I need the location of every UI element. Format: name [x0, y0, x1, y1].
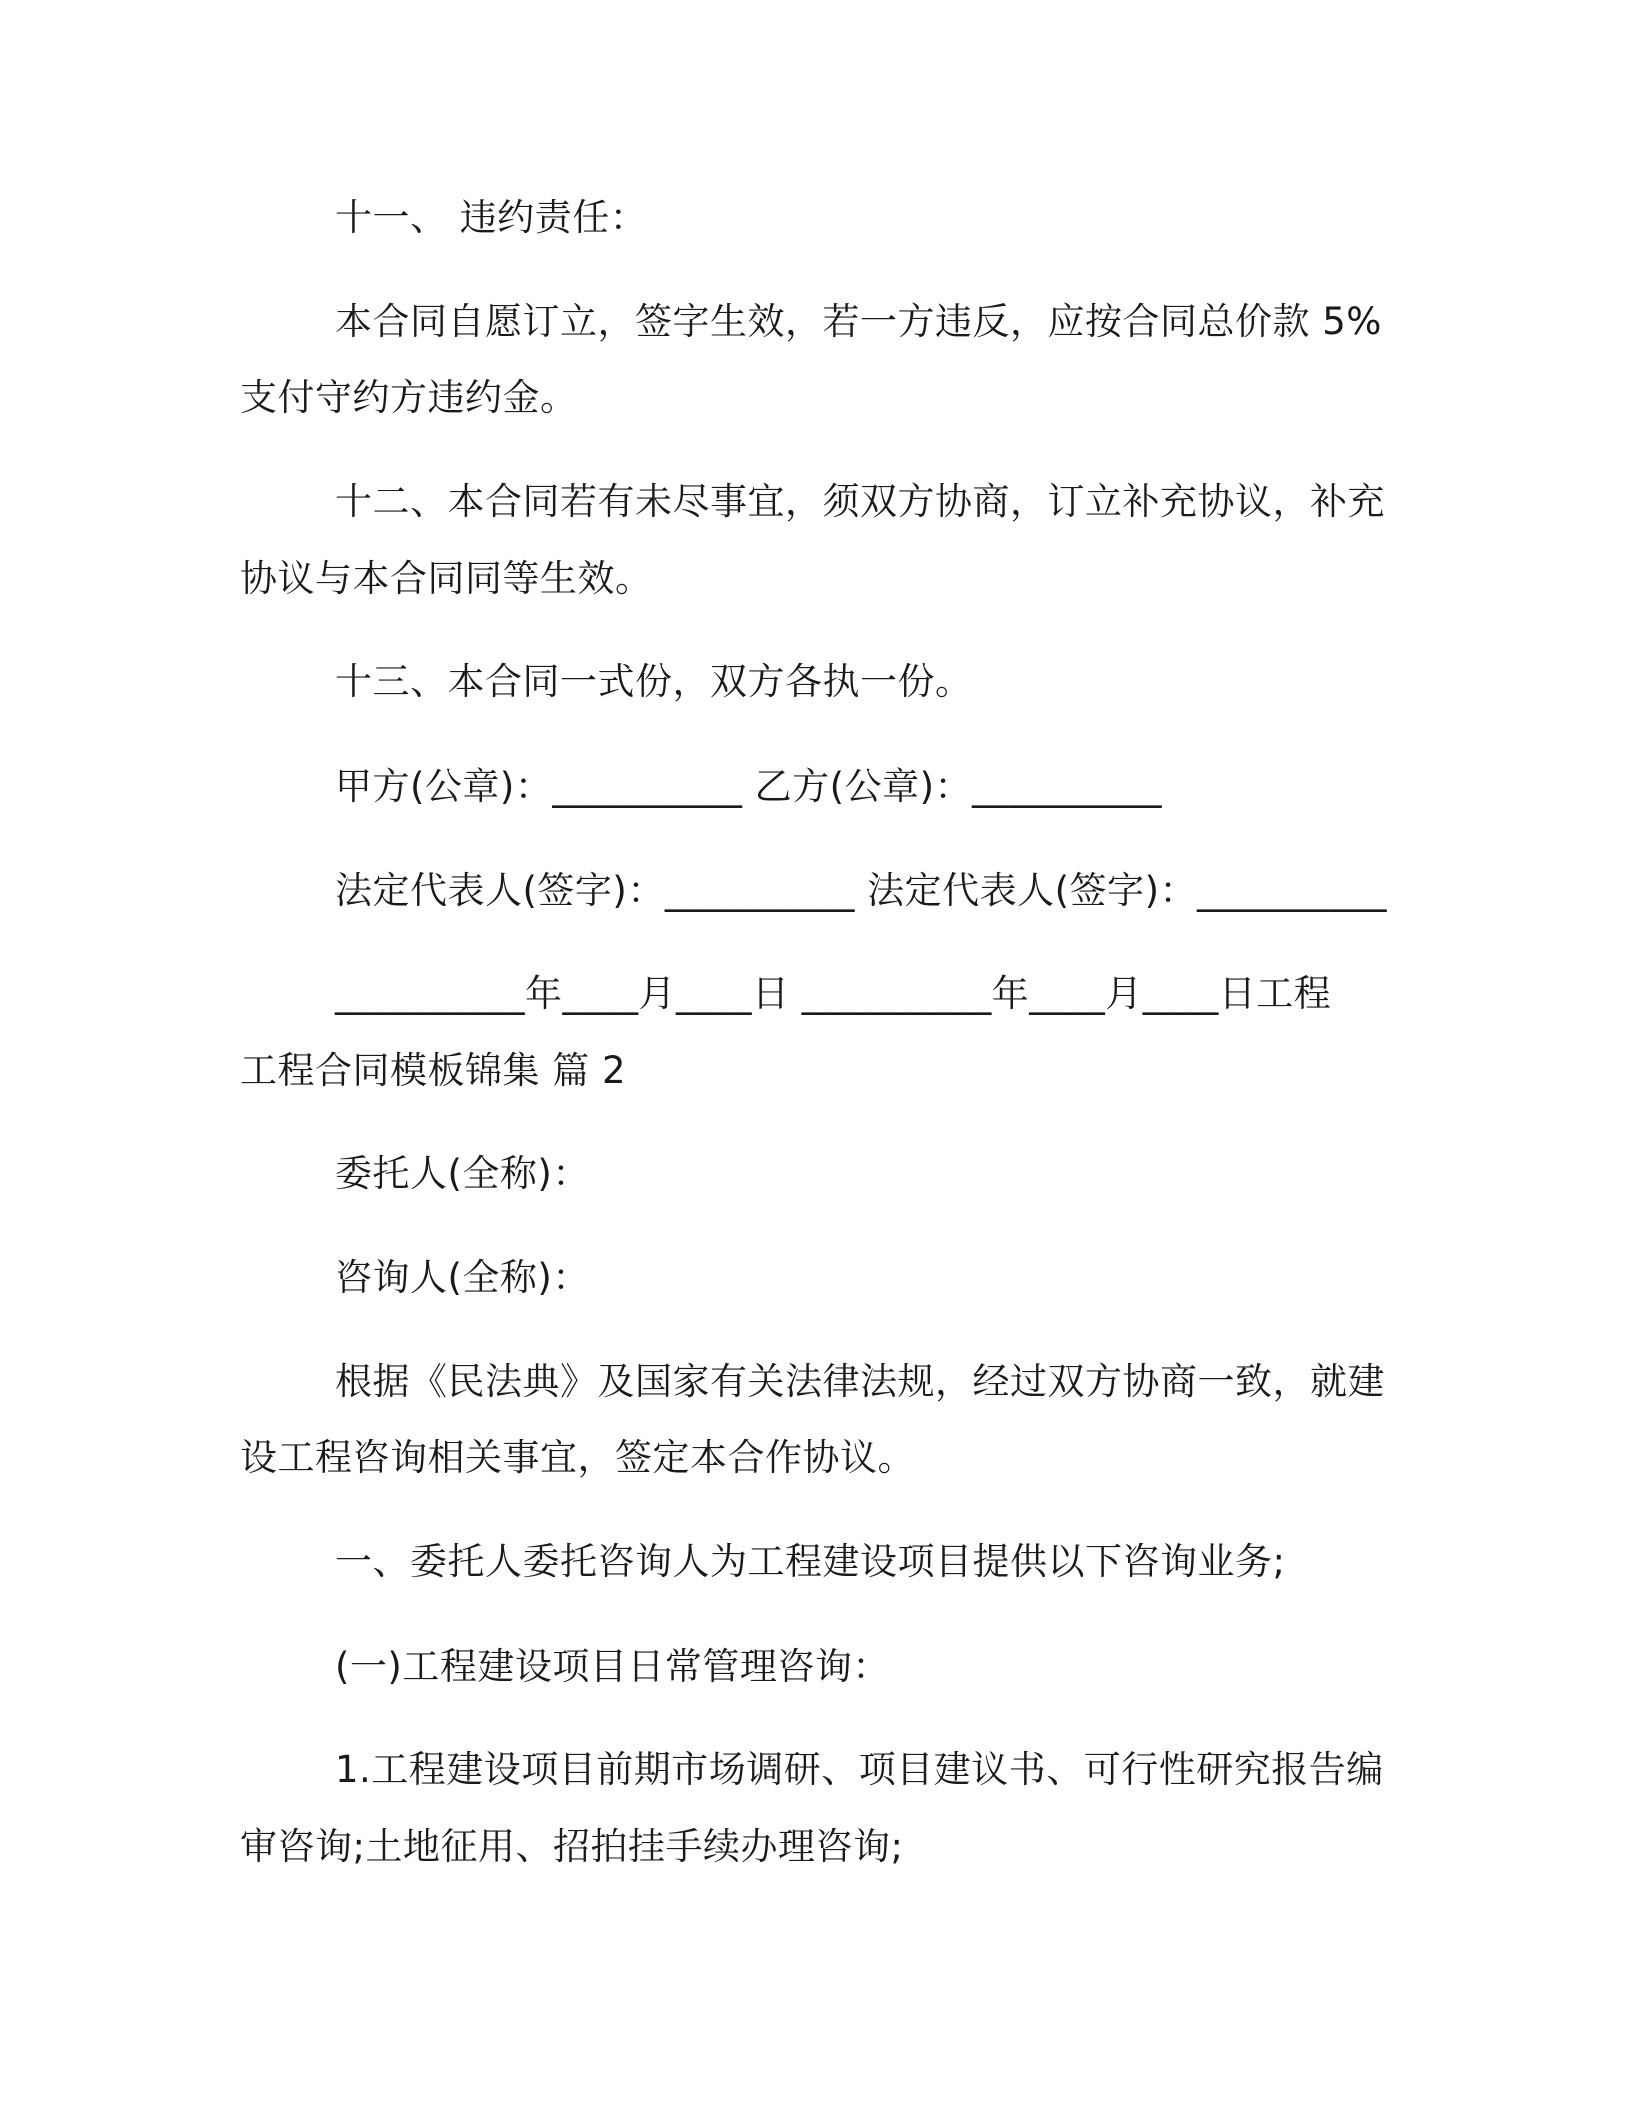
subsection-1-heading: (一)工程建设项目日常管理咨询：	[335, 1645, 890, 1688]
item-1-line-2: 审咨询;土地征用、招拍挂手续办理咨询;	[240, 1825, 904, 1868]
legal-rep-signature-line: 法定代表人(签字)：__________ 法定代表人(签字)：__________	[335, 869, 1388, 912]
preamble-line-2: 设工程咨询相关事宜，签定本合作协议。	[240, 1436, 915, 1479]
clause-13: 十三、本合同一式份，双方各执一份。	[335, 660, 973, 703]
date-line: __________年____月____日 __________年____月____日工程	[335, 972, 1332, 1015]
article-1-heading: 一、委托人委托咨询人为工程建设项目提供以下咨询业务;	[335, 1540, 1286, 1583]
section-title: 工程合同模板锦集 篇 2	[240, 1049, 627, 1092]
clause-12-line-2: 协议与本合同同等生效。	[240, 557, 653, 600]
preamble-line-1: 根据《民法典》及国家有关法律法规，经过双方协商一致，就建	[335, 1360, 1385, 1403]
clause-11-heading: 十一、 违约责任：	[335, 196, 648, 239]
clause-11-body-line-2: 支付守约方违约金。	[240, 376, 578, 419]
client-name-field: 委托人(全称)：	[335, 1152, 590, 1195]
item-1-line-1: 1.工程建设项目前期市场调研、项目建议书、可行性研究报告编	[335, 1748, 1384, 1791]
clause-11-body-line-1: 本合同自愿订立，签字生效，若一方违反，应按合同总价款 5%	[335, 300, 1382, 343]
consultant-name-field: 咨询人(全称)：	[335, 1256, 590, 1299]
clause-12-line-1: 十二、本合同若有未尽事宜，须双方协商，订立补充协议，补充	[335, 480, 1385, 523]
party-seal-line: 甲方(公章)：__________ 乙方(公章)：__________	[335, 765, 1163, 808]
